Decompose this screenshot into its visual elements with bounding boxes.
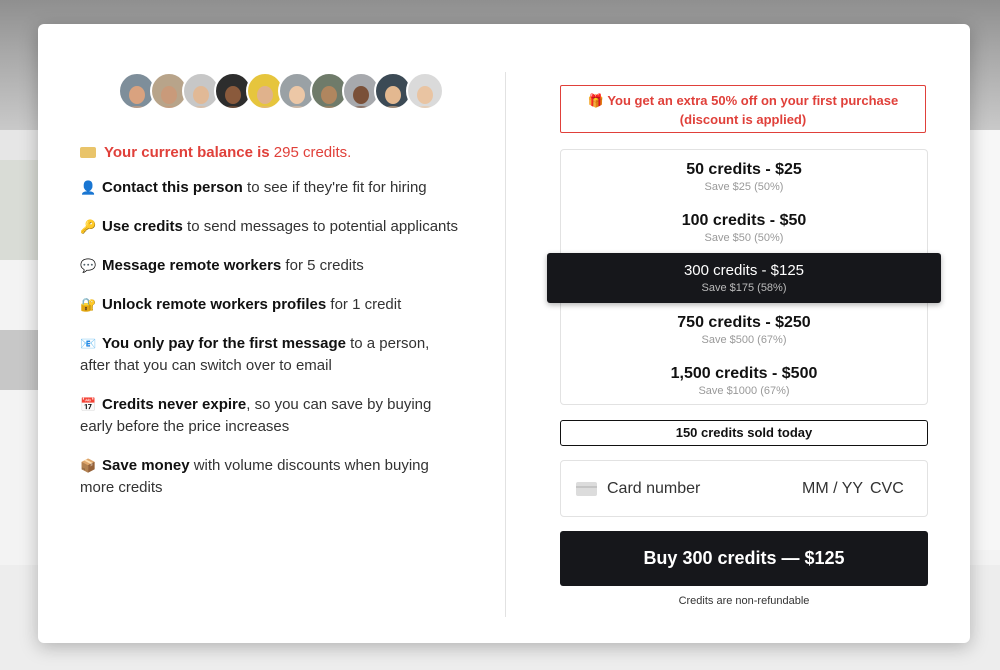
feature-item — [80, 394, 460, 438]
avatar — [406, 72, 444, 110]
feature-item — [80, 216, 460, 238]
feature-item — [80, 255, 460, 277]
feature-text: to see if they're fit for hiring — [242, 179, 427, 196]
card-number-field[interactable]: Card number — [607, 480, 701, 497]
credit-card-icon — [576, 482, 597, 496]
credit-pack-option[interactable] — [561, 304, 927, 355]
buy-credits-button[interactable]: Buy 300 credits — $125 — [560, 531, 928, 586]
pack-title: 300 credits - $125 — [683, 262, 805, 279]
card-cvc-field[interactable]: CVC — [870, 480, 904, 497]
feature-title: Contact this person — [102, 179, 243, 196]
buy-credits-modal — [38, 24, 970, 643]
avatar-group — [118, 72, 444, 110]
non-refundable-note: Credits are non-refundable — [678, 595, 810, 607]
pack-savings: Save $500 (67%) — [701, 334, 787, 346]
promo-line1: You get an extra 50% off on your first purchase — [607, 93, 899, 108]
balance-line — [80, 142, 460, 164]
gift-icon: 🎁 — [587, 93, 604, 108]
feature-title: Save money — [102, 457, 190, 474]
credit-card-icon — [80, 147, 96, 158]
feature-text: with volume discounts when buying more credits — [80, 457, 429, 496]
promo-line2: (discount is applied) — [679, 112, 807, 127]
pack-title: 100 credits - $50 — [681, 212, 807, 229]
pack-savings: Save $50 (50%) — [704, 232, 784, 244]
feature-list — [80, 142, 460, 516]
credit-pack-option-selected[interactable] — [547, 253, 941, 303]
pack-title: 750 credits - $250 — [677, 314, 811, 331]
feature-title: Credits never expire — [102, 396, 247, 413]
package-icon: 📦 — [80, 458, 97, 473]
pack-savings: Save $1000 (67%) — [698, 385, 790, 397]
credit-pack-option[interactable] — [561, 151, 927, 202]
feature-item — [80, 294, 460, 316]
column-divider — [505, 72, 506, 617]
feature-title: Message remote workers — [102, 257, 282, 274]
balance-label: Your current balance is — [104, 144, 270, 161]
key-icon: 🔑 — [80, 219, 97, 234]
feature-title: Use credits — [102, 218, 183, 235]
first-purchase-discount-banner — [560, 85, 926, 133]
lock-icon: 🔐 — [80, 297, 97, 312]
feature-text: to send messages to potential applicants — [182, 218, 459, 235]
person-icon: 👤 — [80, 180, 97, 195]
credit-pack-option[interactable] — [561, 202, 927, 253]
feature-item — [80, 333, 460, 377]
pack-savings: Save $175 (58%) — [701, 282, 787, 294]
credit-pack-options — [560, 149, 928, 405]
credits-sold-today-badge: 150 credits sold today — [560, 420, 928, 446]
feature-text: , so you can save by buying early before the price increases — [80, 396, 432, 435]
feature-title: Unlock remote workers profiles — [102, 296, 327, 313]
credit-pack-option[interactable] — [561, 355, 927, 406]
feature-text: to a person, after that you can switch over to email — [80, 335, 430, 374]
envelope-icon: 📧 — [80, 336, 97, 351]
card-input[interactable] — [560, 460, 928, 517]
feature-title: You only pay for the first message — [102, 335, 346, 352]
pack-title: 1,500 credits - $500 — [670, 365, 818, 382]
balance-value: 295 credits. — [269, 144, 352, 161]
feature-item — [80, 455, 460, 499]
calendar-icon: 📅 — [80, 397, 97, 412]
speech-bubble-icon: 💬 — [80, 258, 97, 273]
pack-title: 50 credits - $25 — [686, 161, 802, 178]
pack-savings: Save $25 (50%) — [704, 181, 784, 193]
feature-text: for 1 credit — [326, 296, 402, 313]
card-expiry-field[interactable]: MM / YY — [802, 480, 864, 497]
feature-item — [80, 177, 460, 199]
feature-text: for 5 credits — [281, 257, 364, 274]
